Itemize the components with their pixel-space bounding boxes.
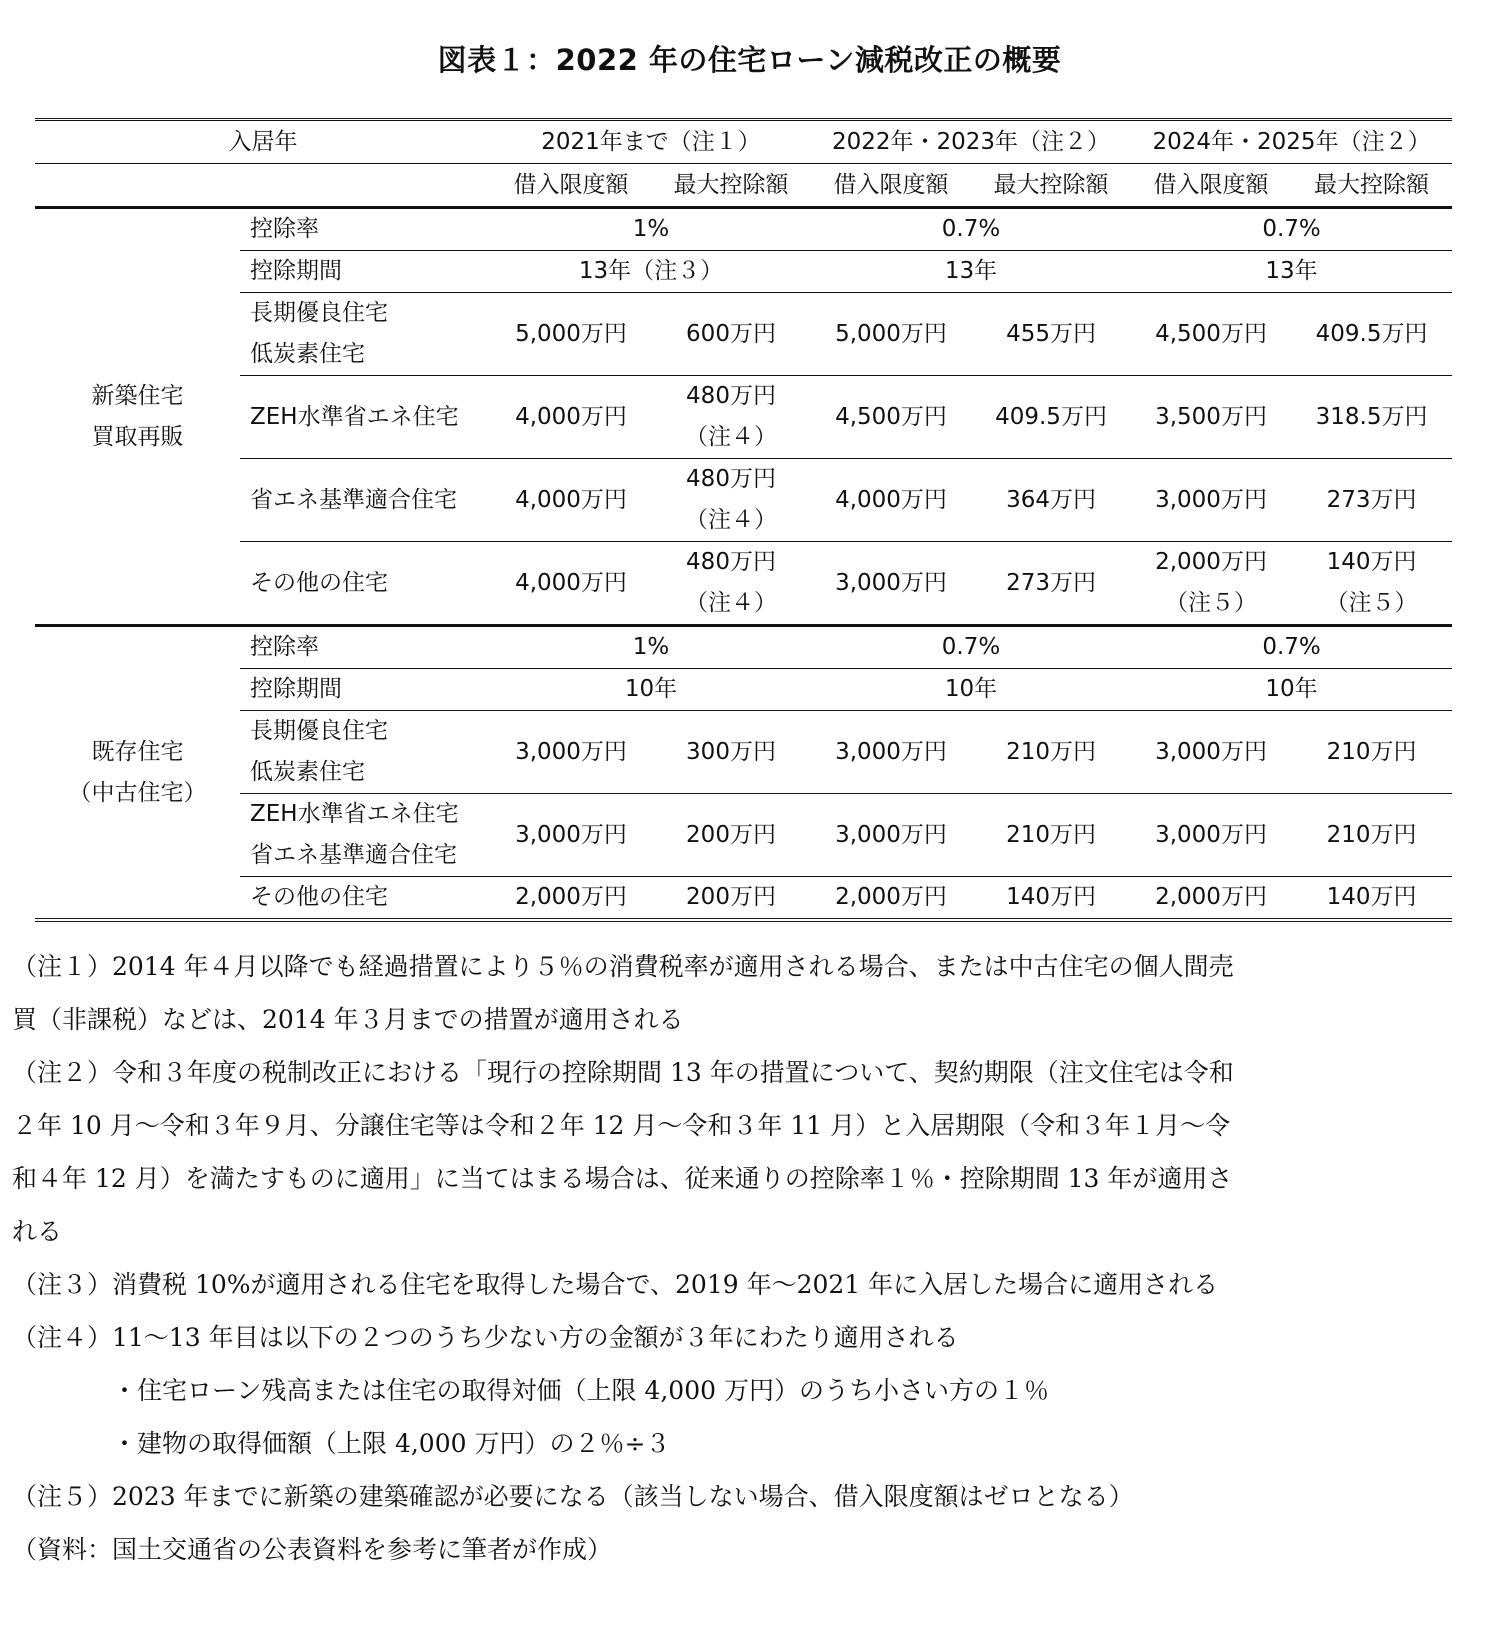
cell: 3,500万円 [1131, 376, 1291, 459]
cell: 5,000万円 [491, 293, 651, 376]
note-1: （注１）2014 年４月以降でも経過措置により５％の消費税率が適用される場合、または中古住宅の個人間売 [12, 952, 1234, 981]
cell: 210万円 [971, 711, 1131, 794]
cell: 3,000万円 [1131, 794, 1291, 877]
cell: 4,000万円 [811, 459, 971, 542]
row-label: その他の住宅 [250, 569, 388, 596]
cell: 4,000万円 [491, 376, 651, 459]
cell: 3,000万円 [1131, 711, 1291, 794]
row-label: 長期優良住宅 低炭素住宅 [240, 711, 491, 794]
cell: 13年 [811, 251, 1131, 293]
cell: 0.7% [1131, 208, 1452, 251]
cell: 480万円 （注４） [651, 376, 811, 459]
note-2-cont: れる [12, 1217, 63, 1246]
sub-limit: 借入限度額 [513, 171, 629, 198]
cell: 13年（注３） [491, 251, 811, 293]
new-housing-label: 新築住宅 買取再販 [91, 382, 184, 450]
cell: 273万円 [1006, 569, 1096, 596]
cell: 210万円 [1291, 711, 1452, 794]
row-label: その他の住宅 [250, 884, 388, 910]
cell: 10年 [1131, 669, 1452, 711]
cell: 0.7% [811, 626, 1131, 669]
row-label: 控除期間 [240, 669, 491, 711]
sub-limit: 借入限度額 [1153, 171, 1269, 198]
cell: 140万円 （注５） [1325, 549, 1418, 616]
note-2: （注２）令和３年度の税制改正における「現行の控除期間 13 年の措置について、契約期限（注文住宅は令和 [12, 1058, 1234, 1087]
cell: 2,000万円 [1155, 884, 1267, 910]
header-period-2021: 2021年まで（注１） [491, 120, 811, 164]
existing-rate-row [35, 626, 1452, 669]
new-row-longterm [35, 293, 1452, 376]
cell: 600万円 [651, 293, 811, 376]
row-label: 長期優良住宅 低炭素住宅 [240, 293, 491, 376]
cell: 409.5万円 [1291, 293, 1452, 376]
existing-period-row [35, 669, 1452, 711]
row-label: ZEH水準省エネ住宅 [240, 376, 491, 459]
note-2-cont: 和４年 12 月）を満たすものに適用」に当てはまる場合は、従来通りの控除率１％・控除期間 13 年が適用さ [12, 1164, 1233, 1193]
cell: 2,000万円 （注５） [1155, 549, 1267, 616]
cell: 4,000万円 [491, 459, 651, 542]
new-rate-row [35, 208, 1452, 251]
cell: 13年 [1131, 251, 1452, 293]
existing-housing-label: 既存住宅 （中古住宅） [68, 738, 207, 806]
new-period-row [35, 251, 1452, 293]
header-period-2024: 2024年・2025年（注２） [1131, 120, 1452, 164]
cell: 318.5万円 [1291, 376, 1452, 459]
cell: 0.7% [1131, 626, 1452, 669]
tax-table [35, 118, 1452, 922]
existing-row-other [35, 877, 1452, 921]
note-5: （注５）2023 年までに新築の建築確認が必要になる（該当しない場合、借入限度額はゼロとなる） [12, 1482, 1134, 1511]
footnotes [12, 940, 1462, 1576]
note-1-cont: 買（非課税）などは、2014 年３月までの措置が適用される [12, 1005, 684, 1034]
cell: 10年 [811, 669, 1131, 711]
new-row-energy [35, 459, 1452, 542]
sub-max: 最大控除額 [1314, 171, 1430, 198]
row-label: 控除率 [240, 626, 491, 669]
cell: 3,000万円 [811, 794, 971, 877]
cell: 200万円 [686, 884, 776, 910]
cell: 1% [491, 626, 811, 669]
cell: 2,000万円 [835, 884, 947, 910]
cell: 3,000万円 [835, 569, 947, 596]
cell: 1% [491, 208, 811, 251]
cell: 3,000万円 [491, 794, 651, 877]
new-row-other [35, 542, 1452, 626]
cell: 300万円 [651, 711, 811, 794]
note-3: （注３）消費税 10%が適用される住宅を取得した場合で、2019 年～2021 年に入居した場合に適用される [12, 1270, 1219, 1299]
cell: 2,000万円 [515, 884, 627, 910]
cell: 4,000万円 [515, 569, 627, 596]
cell: 3,000万円 [491, 711, 651, 794]
note-4: （注４）11～13 年目は以下の２つのうち少ない方の金額が３年にわたり適用される [12, 1323, 959, 1352]
cell: 140万円 [1326, 884, 1417, 910]
sub-max: 最大控除額 [993, 171, 1109, 198]
cell: 210万円 [971, 794, 1131, 877]
row-label: 省エネ基準適合住宅 [240, 459, 491, 542]
cell: 10年 [491, 669, 811, 711]
source-note: （資料：国土交通省の公表資料を参考に筆者が作成） [12, 1535, 613, 1564]
cell: 409.5万円 [971, 376, 1131, 459]
note-4-item: ・住宅ローン残高または住宅の取得対価（上限 4,000 万円）のうち小さい方の１％ [112, 1376, 1049, 1405]
row-label: ZEH水準省エネ住宅 省エネ基準適合住宅 [240, 794, 491, 877]
sub-limit: 借入限度額 [833, 171, 949, 198]
sub-max: 最大控除額 [673, 171, 789, 198]
subheader-row [35, 164, 1452, 208]
cell: 4,500万円 [1131, 293, 1291, 376]
cell: 273万円 [1291, 459, 1452, 542]
cell: 455万円 [971, 293, 1131, 376]
header-row [35, 120, 1452, 164]
row-label: 控除率 [240, 208, 491, 251]
cell: 210万円 [1291, 794, 1452, 877]
cell: 3,000万円 [1131, 459, 1291, 542]
row-label: 控除期間 [240, 251, 491, 293]
header-move-in-year: 入居年 [35, 120, 491, 164]
cell: 364万円 [971, 459, 1131, 542]
cell: 480万円 （注４） [685, 549, 777, 616]
page-title: 図表１：2022 年の住宅ローン減税改正の概要 [437, 43, 1062, 77]
cell: 0.7% [811, 208, 1131, 251]
cell: 4,500万円 [811, 376, 971, 459]
header-period-2022: 2022年・2023年（注２） [811, 120, 1131, 164]
cell: 3,000万円 [811, 711, 971, 794]
cell: 140万円 [1006, 884, 1096, 910]
cell: 480万円 （注４） [651, 459, 811, 542]
note-4-item: ・建物の取得価額（上限 4,000 万円）の２％÷３ [112, 1429, 671, 1458]
existing-row-longterm [35, 711, 1452, 794]
cell: 5,000万円 [811, 293, 971, 376]
new-row-zeh [35, 376, 1452, 459]
cell: 200万円 [651, 794, 811, 877]
note-2-cont: ２年 10 月～令和３年９月、分譲住宅等は令和２年 12 月～令和３年 11 月）と入居期限（令和３年１月～令 [12, 1111, 1231, 1140]
existing-row-zeh [35, 794, 1452, 877]
